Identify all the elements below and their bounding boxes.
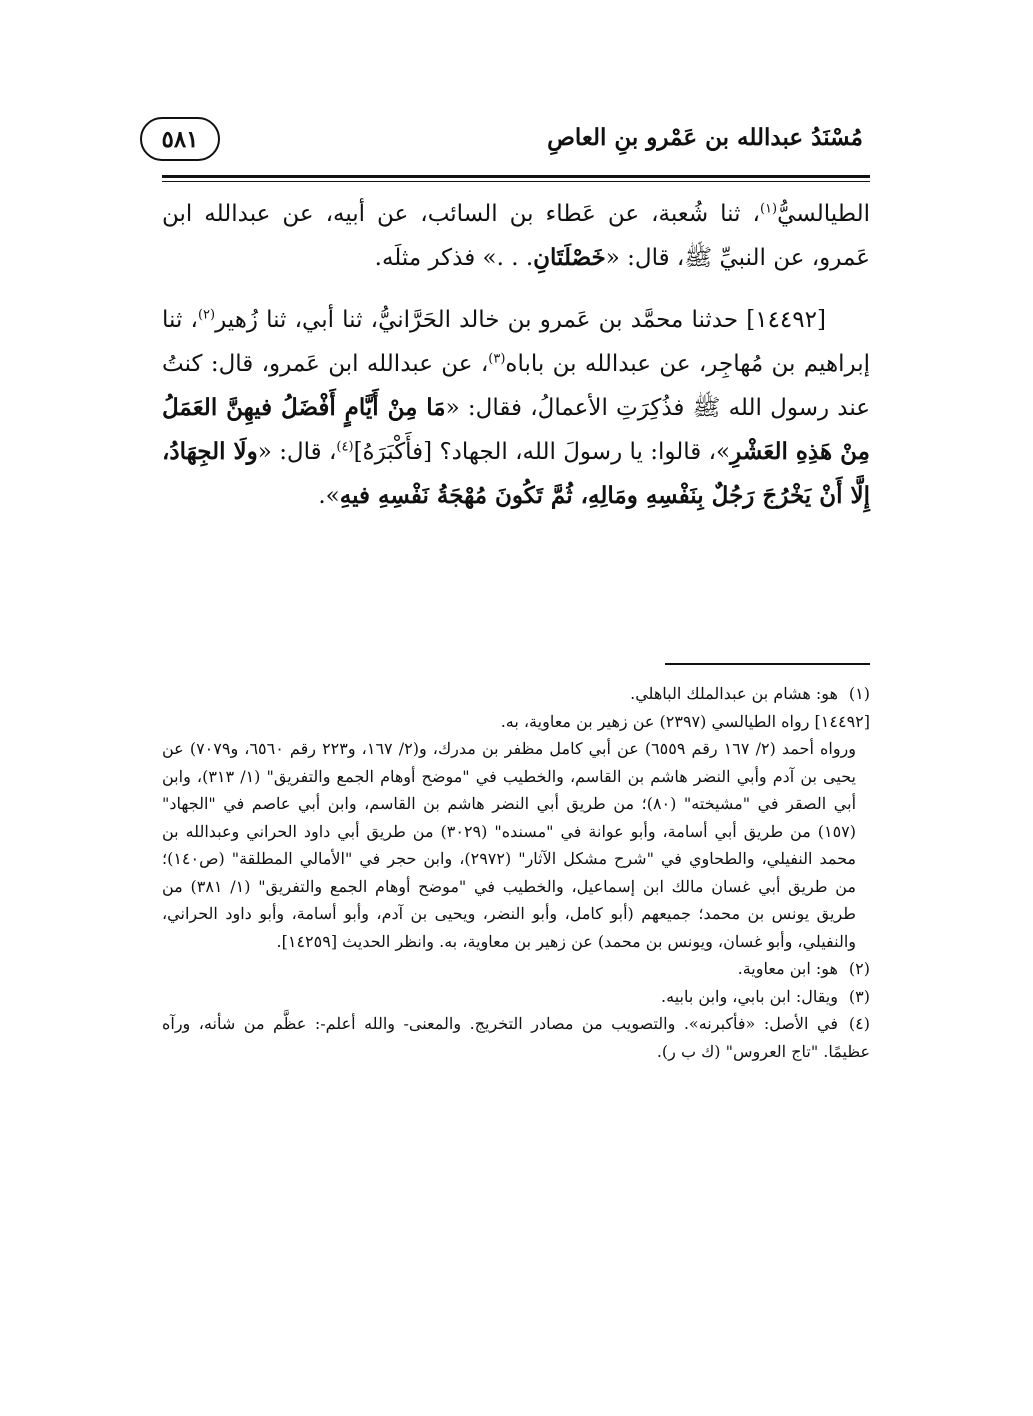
footnote-text: في الأصل: «فأكبرنه». والتصويب من مصادر التخريج. والمعنى- والله أعلم-: عظَّم من شأنه، ورآه عظيمًا. "تاج العروس" (ك ب ر). bbox=[162, 1014, 870, 1061]
footnote-number: (٣) bbox=[848, 986, 870, 1006]
footnote-separator bbox=[665, 663, 870, 665]
text-run: ، ثنا شُعبة، عن عَطاء بن السائب، عن أبيه، عن عبدالله ابن عَمرو، عن النبيِّ ﷺ، قال: « bbox=[162, 201, 870, 271]
footnote-number: (٤) bbox=[848, 1014, 870, 1033]
takhrij-body: ورواه أحمد (٢/ ١٦٧ رقم ٦٥٥٩) عن أبي كامل مظفر بن مدرك، و(٢/ ١٦٧، و٢٢٣ رقم ٦٥٦٠، و٧٠٧٩) عن يحيى بن آدم وأبي النضر هاشم بن القاسم، والخطيب في "موضح أوهام الجمع والتفريق" (١/ ٣١٣)، وابن أبي الصقر في "مشيخته" (٨٠)؛ من طريق أبي النضر هاشم بن القاسم، وابن أبي عاصم في "الجهاد" (١٥٧) من طريق أبي أسامة، وأبو عوانة في "مسنده" (٣٠٢٩) من طريق أبي داود الحراني وعبدالله بن محمد النفيلي، والطحاوي في "شرح مشكل الآثار" (٢٩٧٢)، وابن حجر في "الأمالي المطلقة" (ص١٤٠)؛ من طريق أبي غسان مالك ابن إسماعيل، والخطيب في "موضح أوهام الجمع والتفريق" (١/ ٣٨١) من طريق يونس بن محمد؛ جميعهم (أبو كامل، وأبو النضر، ويحيى بن آدم، وأبو أسامة، وأبو داود الحراني، والنفيلي، وأبو غسان، ويونس بن محمد) عن زهير بن معاوية، به. وانظر الحديث [١٤٢٥٩]. bbox=[162, 739, 857, 951]
prophetic-wording: خَصْلَتَانِ bbox=[533, 244, 606, 271]
footnote-text: هو: هشام بن عبدالملك الباهلي. bbox=[630, 684, 838, 703]
text-run: »، قالوا: يا رسولَ الله، الجهاد؟ [فأَكْبَرَهُ] bbox=[353, 439, 731, 465]
header-rule-thin bbox=[162, 181, 870, 182]
prophetic-wording: مَا مِنْ أَيَّامٍ أَفْضَلُ فيهِنَّ العَمَلُ مِنْ هَذِهِ العَشْرِ bbox=[162, 394, 870, 465]
takhrij-heading: [١٤٤٩٢] رواه الطيالسي (٢٣٩٧) عن زهير بن معاوية، به. bbox=[500, 711, 870, 731]
prophetic-wording: ولَا الجِهَادُ، إِلَّا أَنْ يَخْرُجَ رَجُلٌ بِنَفْسِهِ ومَالِهِ، ثُمَّ تَكُونَ مُهْجَةُ نَفْسِهِ فيهِ bbox=[162, 438, 870, 509]
footnote-ref-3[interactable]: (٣) bbox=[488, 351, 506, 367]
footnotes-section bbox=[162, 680, 870, 1065]
footnote-ref-1[interactable]: (١) bbox=[759, 201, 778, 217]
text-run: ، عن عبدالله ابن عَمرو، قال: كنتُ عند رسول الله ﷺ فذُكِرَتِ الأعمالُ، فقال: « bbox=[162, 351, 871, 421]
footnote-text: هو: ابن معاوية. bbox=[737, 959, 838, 978]
footnote-text: ويقال: ابن بابي، وابن بابيه. bbox=[661, 986, 838, 1006]
footnote-2 bbox=[162, 955, 870, 983]
footnote-3 bbox=[162, 983, 870, 1011]
text-run: ». bbox=[318, 483, 340, 509]
footnote-ref-2[interactable]: (٢) bbox=[197, 307, 216, 323]
footnote-number: (١) bbox=[848, 684, 870, 703]
running-title: مُسْنَدُ عبدالله بن عَمْرو بنِ العاصِ bbox=[547, 124, 863, 151]
footnote-1 bbox=[162, 680, 870, 708]
hadith-paragraph-1 bbox=[162, 192, 870, 280]
footnote-ref-4[interactable]: (٤) bbox=[336, 439, 354, 455]
text-run: [١٤٤٩٢] حدثنا محمَّد بن عَمرو بن خالد الحَرَّانيُّ، ثنا أبي، ثنا زُهير bbox=[215, 307, 826, 333]
header-rule-thick bbox=[162, 175, 870, 178]
main-text bbox=[162, 192, 870, 518]
text-run: ، قال: « bbox=[257, 439, 337, 465]
footnote-number: (٢) bbox=[848, 959, 870, 978]
text-run: . . .» فذكر مثلَه. bbox=[374, 245, 534, 271]
hadith-paragraph-2 bbox=[162, 298, 870, 518]
footnote-4 bbox=[162, 1010, 870, 1065]
text-run: الطيالسيُّ bbox=[777, 201, 870, 227]
text-run: ، ثنا إبراهيم بن مُهاجِر، عن عبدالله بن باباه bbox=[162, 307, 870, 377]
page-number-badge: ٥٨١ bbox=[140, 117, 220, 161]
